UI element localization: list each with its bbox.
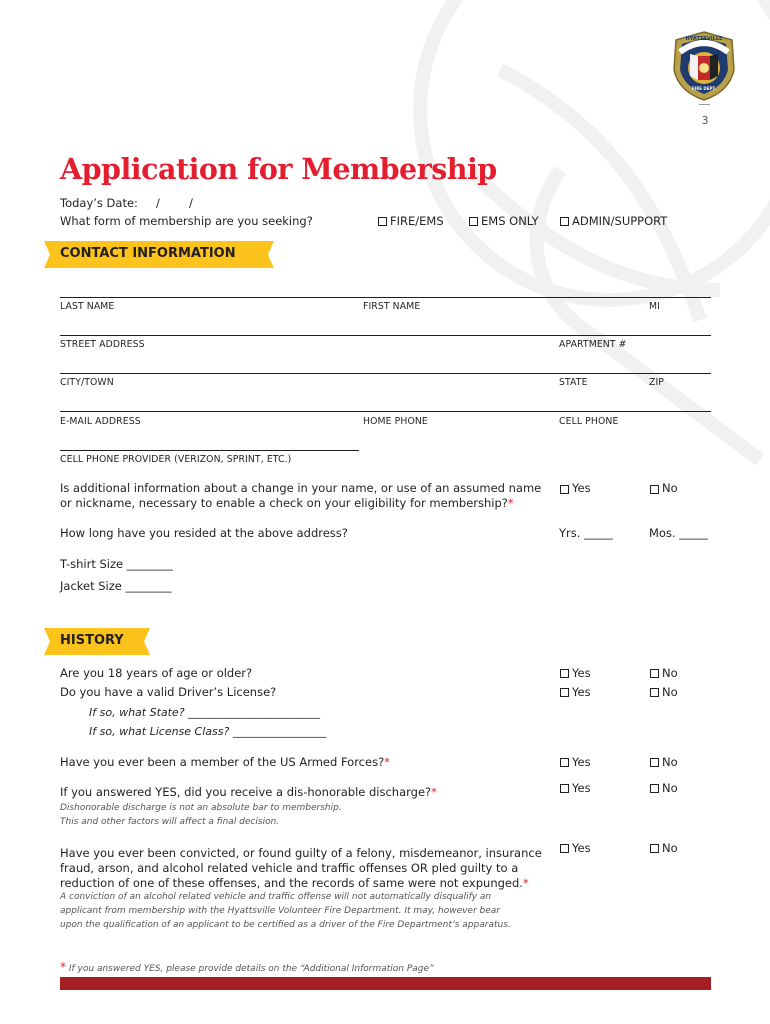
- todays-date-label: Today’s Date:: [60, 196, 138, 210]
- email-address-label: E-MAIL ADDRESS: [60, 416, 141, 427]
- membership-question: What form of membership are you seeking?: [60, 214, 313, 228]
- license-no-label: No: [662, 685, 678, 699]
- cell-provider-label: CELL PHONE PROVIDER (VERIZON, SPRINT, ETC.): [60, 454, 292, 465]
- felony-question-line1: Have you ever been convicted, or found guilty of a felony, misdemeanor, insurance: [60, 846, 542, 860]
- discharge-no-label: No: [662, 781, 678, 795]
- history-heading: HISTORY: [60, 633, 124, 648]
- street-address-label: STREET ADDRESS: [60, 339, 145, 350]
- footnote: * If you answered YES, please provide details on the “Additional Information Page”: [60, 960, 434, 974]
- armed-forces-question: Have you ever been a member of the US Armed Forces?*: [60, 755, 390, 769]
- name-change-question-line1: Is additional information about a change in your name, or use of an assumed name: [60, 481, 542, 495]
- state-label: STATE: [559, 377, 588, 388]
- age-no-checkbox[interactable]: [650, 669, 659, 678]
- license-yes-label: Yes: [572, 685, 591, 699]
- admin-support-label: ADMIN/SUPPORT: [572, 214, 668, 228]
- felony-yes-label: Yes: [572, 841, 591, 855]
- armed-forces-no-checkbox[interactable]: [650, 758, 659, 767]
- months-field[interactable]: Mos. _____: [649, 526, 709, 540]
- age-yes-checkbox[interactable]: [560, 669, 569, 678]
- discharge-no-checkbox[interactable]: [650, 784, 659, 793]
- date-separator: /: [156, 196, 160, 210]
- license-yes-checkbox[interactable]: [560, 688, 569, 697]
- admin-support-checkbox[interactable]: [560, 217, 569, 226]
- ems-only-label: EMS ONLY: [481, 214, 539, 228]
- felony-question-line2: fraud, arson, and alcohol related vehicle and traffic offenses OR pled guilty to a: [60, 861, 519, 875]
- city-line[interactable]: [60, 373, 711, 374]
- city-town-label: CITY/TOWN: [60, 377, 114, 388]
- felony-no-label: No: [662, 841, 678, 855]
- felony-question-line3: reduction of one of these offenses, and the records of same were not expunged.*: [60, 876, 529, 890]
- home-phone-label: HOME PHONE: [363, 416, 428, 427]
- apartment-label: APARTMENT #: [559, 339, 627, 350]
- years-field[interactable]: Yrs. _____: [559, 526, 613, 540]
- mi-label: MI: [649, 301, 660, 312]
- contact-information-heading: CONTACT INFORMATION: [60, 246, 236, 261]
- armed-forces-yes-checkbox[interactable]: [560, 758, 569, 767]
- name-change-yes-label: Yes: [572, 481, 591, 495]
- discharge-question: If you answered YES, did you receive a dis-honorable discharge?*: [60, 785, 437, 799]
- page-number: 3: [701, 114, 709, 127]
- zip-label: ZIP: [649, 377, 665, 388]
- name-change-no-label: No: [662, 481, 678, 495]
- age-no-label: No: [662, 666, 678, 680]
- felony-yes-checkbox[interactable]: [560, 844, 569, 853]
- age-question: Are you 18 years of age or older?: [60, 666, 253, 680]
- fire-ems-label: FIRE/EMS: [390, 214, 444, 228]
- name-line[interactable]: [60, 297, 711, 298]
- badge-bottom-text: FIRE DEPT.: [691, 86, 717, 91]
- history-banner: [44, 628, 150, 655]
- page-title: Application for Membership: [60, 152, 497, 186]
- name-change-no-checkbox[interactable]: [650, 485, 659, 494]
- discharge-yes-label: Yes: [572, 781, 591, 795]
- age-yes-label: Yes: [572, 666, 591, 680]
- jacket-size-field[interactable]: Jacket Size ________: [60, 579, 172, 593]
- discharge-note-line2: This and other factors will affect a final decision.: [60, 817, 280, 827]
- ems-only-checkbox[interactable]: [469, 217, 478, 226]
- armed-forces-no-label: No: [662, 755, 678, 769]
- felony-note-line1: A conviction of an alcohol related vehicle and traffic offense will not automatically disqualify an: [60, 892, 492, 902]
- contact-information-banner: [44, 241, 274, 268]
- cell-provider-line[interactable]: [60, 450, 359, 451]
- felony-no-checkbox[interactable]: [650, 844, 659, 853]
- license-no-checkbox[interactable]: [650, 688, 659, 697]
- discharge-yes-checkbox[interactable]: [560, 784, 569, 793]
- resided-question: How long have you resided at the above address?: [60, 526, 348, 540]
- name-change-question-line2: or nickname, necessary to enable a check on your eligibility for membership?*: [60, 496, 514, 510]
- fire-ems-checkbox[interactable]: [378, 217, 387, 226]
- license-question: Do you have a valid Driver’s License?: [60, 685, 277, 699]
- badge-top-text: HYATTSVILLE: [685, 36, 723, 42]
- armed-forces-yes-label: Yes: [572, 755, 591, 769]
- felony-note-line3: upon the qualification of an applicant to be certified as a driver of the Fire Department’s apparatus.: [60, 920, 511, 930]
- cell-phone-label: CELL PHONE: [559, 416, 619, 427]
- license-class-field[interactable]: If so, what License Class? _________________: [89, 725, 327, 738]
- page-number-dash: [699, 104, 710, 105]
- street-line[interactable]: [60, 335, 711, 336]
- felony-note-line2: applicant from membership with the Hyattsville Volunteer Fire Department. It may, however bear: [60, 906, 500, 916]
- email-line[interactable]: [60, 411, 711, 412]
- tshirt-size-field[interactable]: T-shirt Size ________: [60, 557, 173, 571]
- discharge-note-line1: Dishonorable discharge is not an absolute bar to membership.: [60, 803, 342, 813]
- bottom-color-bar: [60, 977, 711, 990]
- date-separator: /: [189, 196, 193, 210]
- first-name-label: FIRST NAME: [363, 301, 421, 312]
- license-state-field[interactable]: If so, what State? ________________________: [89, 706, 321, 719]
- name-change-yes-checkbox[interactable]: [560, 485, 569, 494]
- last-name-label: LAST NAME: [60, 301, 115, 312]
